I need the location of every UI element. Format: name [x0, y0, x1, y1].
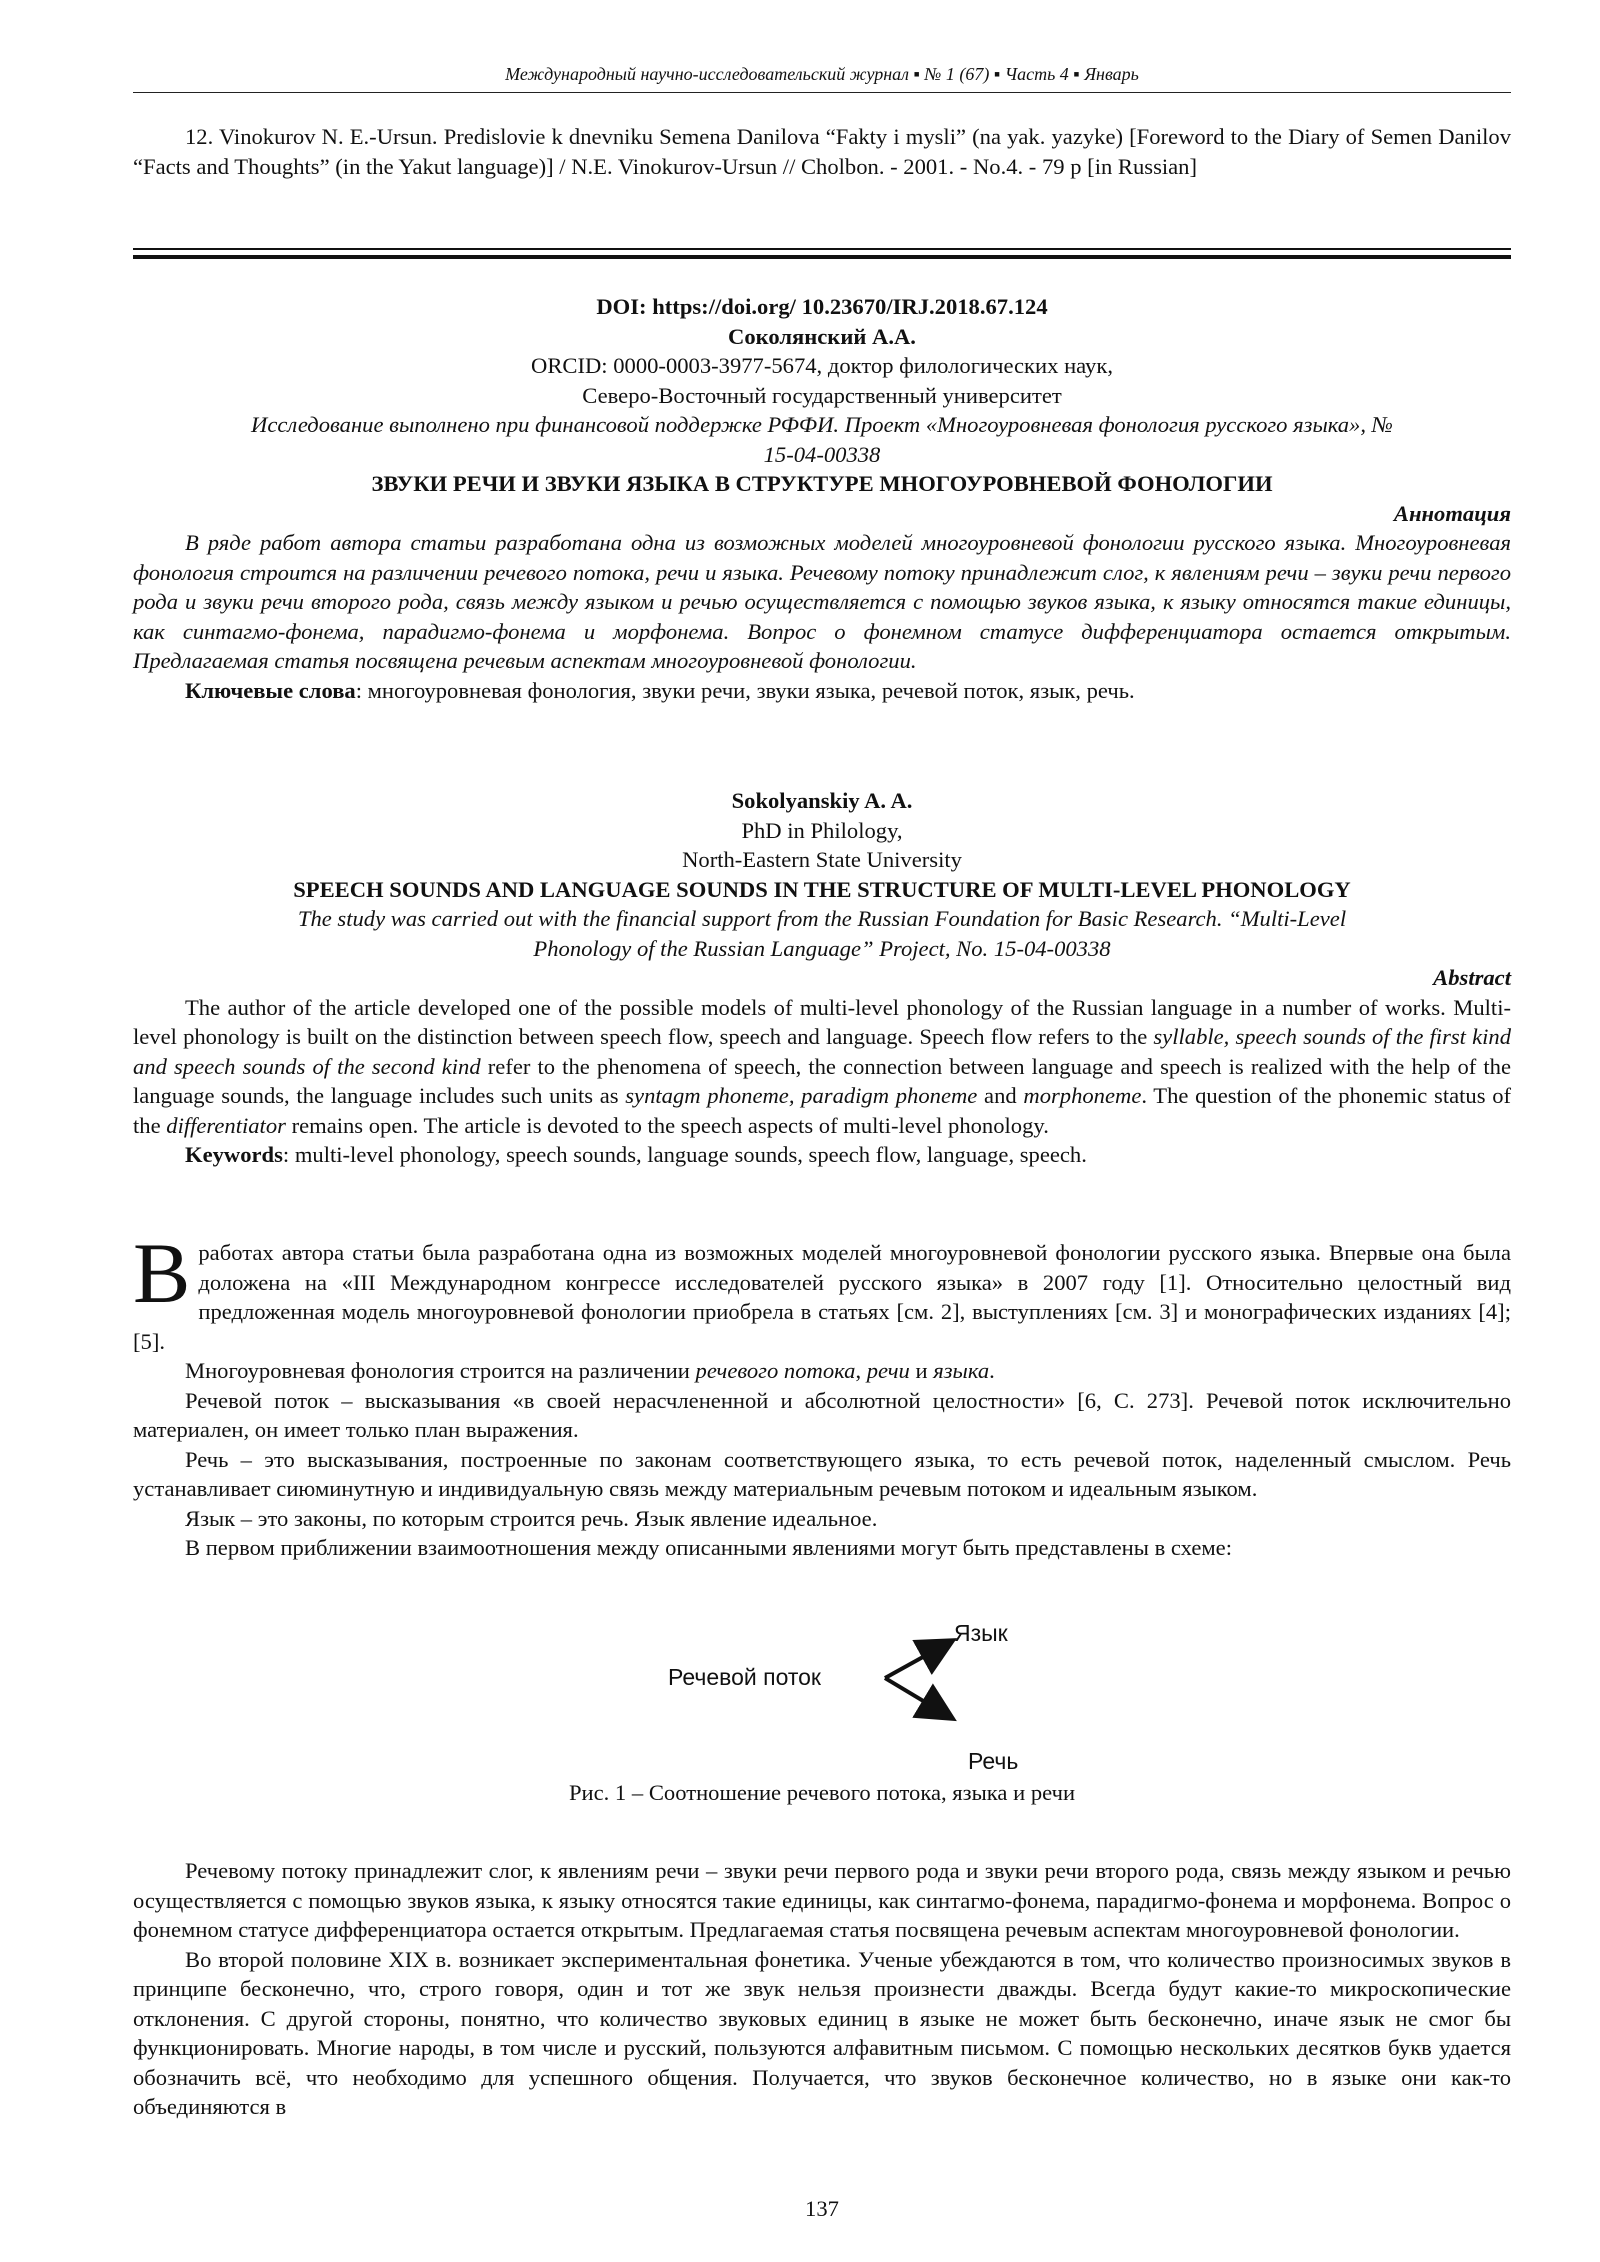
drop-cap: В — [133, 1225, 191, 1321]
funding-ru-line2: 15-04-00338 — [763, 441, 881, 467]
header-divider — [133, 92, 1511, 93]
abstract-en-part: and — [977, 1083, 1024, 1108]
arrow-to-language — [885, 1642, 950, 1678]
body-paragraph-8: Во второй половине XIX в. возникает экспериментальная фонетика. Ученые убеждаются в том, что количество произносимых звуков в принципе бесконечно, что, строго говоря, один и тот же звук нельзя произнести дважды. Всегда будут какие-то микроскопические отклонения. С другой стороны, понятно, что количество звуковых единиц в языке не может быть бесконечно, иначе язык не смог бы функционировать. Многие народы, в том числе и русский, пользуются алфавитным письмом. С помощью нескольких десятков букв удается обозначить всё, что необходимо для успешного общения. Получается, что звуков бесконечное количество, но в языке они как-то объединяются в — [133, 1946, 1511, 2119]
author-en: Sokolyanskiy A. A. — [731, 788, 913, 813]
keywords-en — [133, 1140, 1511, 1170]
orcid: ORCID: 0000-0003-3977-5674, доктор филологических наук, — [531, 353, 1113, 378]
body-paragraph-3: Речевой поток – высказывания «в своей нерасчлененной и абсолютной целостности» [6, С. 273]. Речевой поток исключительно материален, он имеет только план выражения. — [133, 1387, 1511, 1442]
doi: DOI: https://doi.org/ 10.23670/IRJ.2018.67.124 — [596, 294, 1048, 319]
abstract-en-part: . The question of the phonemic status of the — [133, 1083, 1512, 1138]
section-divider — [133, 248, 1511, 259]
abstract-en-term: syntagm phoneme, paradigm phoneme — [625, 1083, 978, 1108]
affiliation-en: North-Eastern State University — [682, 847, 962, 872]
abstract-en-part: refer to the phenomena of speech, the connection between language and speech is realized with the help of the language sounds, the language includes such units as — [133, 1053, 1511, 1108]
abstract-heading-en: Abstract — [1433, 965, 1511, 990]
keywords-label-ru: Ключевые слова — [185, 677, 356, 703]
reference-item-12: 12. Vinokurov N. E.-Ursun. Predislovie k dnevniku Semena Danilova “Fakty i mysli” (na yak. yazyke) [Foreword to the Diary of Semen Danilov “Facts and Thoughts” (in the Yakut language)] / N.E. Vinokurov-Ursun // Cholbon. - 2001. - No.4. - 79 p [in Russian] — [133, 124, 1511, 179]
body-paragraph-1-text: работах автора статьи была разработана одна из возможных моделей многоуровневой фонологии русского языка. Впервые она была доложена на «III Международном конгрессе исследователей русского языка» в 2007 году [1]. Относительно целостный вид предложенная модель многоуровневой фонологии приобрела в статьях [см. 2], выступлениях [см. 3] и монографических изданиях [4]; [5]. — [133, 1240, 1511, 1354]
scheme-label-speech: Речь — [968, 1748, 1019, 1774]
reference-list — [133, 122, 1511, 181]
article-body-continued — [133, 1856, 1511, 2122]
body-text: . — [989, 1358, 995, 1383]
body-term: речевого потока — [695, 1358, 856, 1383]
figure-caption: Рис. 1 – Соотношение речевого потока, языка и речи — [568, 1780, 1076, 1805]
affiliation-ru: Северо-Восточный государственный университет — [582, 382, 1062, 408]
arrow-to-speech — [885, 1678, 950, 1717]
abstract-en-term: morphoneme — [1023, 1083, 1142, 1108]
author-ru: Соколянский А.А. — [728, 323, 916, 349]
scheme-arrows — [0, 1620, 1600, 1800]
scheme-label-speech-flow: Речевой поток — [668, 1664, 821, 1690]
figure-1 — [0, 1620, 1600, 1800]
running-header: Международный научно-исследовательский журнал ▪ № 1 (67) ▪ Часть 4 ▪ Январь — [505, 64, 1139, 84]
body-text: и — [909, 1358, 934, 1383]
funding-en-line2: Phonology of the Russian Language” Project, No. 15-04-00338 — [533, 935, 1111, 961]
abstract-en-term: differentiator — [166, 1112, 286, 1138]
body-paragraph-5: Язык – это законы, по которым строится речь. Язык явление идеальное. — [185, 1505, 878, 1531]
abstract-en-term: syllable, speech sounds of the first kind and speech sounds of the second kind — [133, 1024, 1511, 1079]
body-paragraph-2 — [133, 1356, 1511, 1386]
abstract-en-part: remains open. The article is devoted to the speech aspects of multi-level phonology. — [285, 1112, 1049, 1138]
keywords-text-ru: : многоуровневая фонология, звуки речи, звуки языка, речевой поток, язык, речь. — [355, 677, 1135, 703]
abstract-heading-ru: Аннотация — [1393, 500, 1511, 526]
keywords-text-en: : multi-level phonology, speech sounds, language sounds, speech flow, language, speech. — [282, 1142, 1087, 1167]
body-paragraph-1 — [133, 1225, 1511, 1356]
body-text: , — [855, 1358, 867, 1383]
body-text: Многоуровневая фонология строится на различении — [185, 1358, 696, 1383]
keywords-ru — [133, 676, 1511, 706]
body-paragraph-6: В первом приближении взаимоотношения между описанными явлениями могут быть представлены в схеме: — [185, 1535, 1232, 1560]
funding-en-line1: The study was carried out with the financial support from the Russian Foundation for Basic Research. “Multi-Level — [297, 906, 1347, 931]
scheme-label-language: Язык — [954, 1620, 1008, 1646]
keywords-label-en: Keywords — [185, 1142, 283, 1167]
abstract-en — [133, 993, 1511, 1141]
body-term: языка — [933, 1358, 990, 1383]
abstract-en-part: The author of the article developed one of the possible models of multi-level phonology of the Russian language in a number of works. Multi-level phonology is built on the distinction between speech flow, speech and language. Speech flow refers to the — [133, 994, 1511, 1049]
article-body — [133, 1225, 1511, 1563]
abstract-ru: В ряде работ автора статьи разработана одна из возможных моделей многоуровневой фонологии русского языка. Многоуровневая фонология строится на различении речевого потока, речи и языка. Речевому потоку принадлежит слог, к явлениям речи – звуки речи первого рода и звуки речи второго рода, связь между языком и речью осуществляется с помощью звуков языка, к языку относятся такие единицы, как синтагмо-фонема, парадигмо-фонема и морфонема. Вопрос о фонемном статусе дифференциатора остается открытым. Предлагаемая статья посвящена речевым аспектам многоуровневой фонологии. — [133, 530, 1511, 673]
page-number: 137 — [805, 2196, 839, 2221]
en-article-header — [133, 786, 1511, 1170]
body-paragraph-4: Речь – это высказывания, построенные по законам соответствующего языка, то есть речевой поток, наделенный смыслом. Речь устанавливает сиюминутную и индивидуальную связь между материальным речевым потоком и идеальным языком. — [133, 1446, 1511, 1501]
ru-article-header — [133, 292, 1511, 705]
degree-en: PhD in Philology, — [741, 817, 903, 843]
title-en: SPEECH SOUNDS AND LANGUAGE SOUNDS IN THE STRUCTURE OF MULTI-LEVEL PHONOLOGY — [293, 876, 1351, 902]
body-term: речи — [866, 1358, 910, 1383]
title-ru: ЗВУКИ РЕЧИ И ЗВУКИ ЯЗЫКА В СТРУКТУРЕ МНОГОУРОВНЕВОЙ ФОНОЛОГИИ — [371, 471, 1273, 496]
funding-ru-line1: Исследование выполнено при финансовой поддержке РФФИ. Проект «Многоуровневая фонология русского языка», № — [251, 412, 1393, 437]
body-paragraph-7: Речевому потоку принадлежит слог, к явлениям речи – звуки речи первого рода и звуки речи второго рода, связь между языком и речью осуществляется с помощью звуков языка, к языку относятся такие единицы, как синтагмо-фонема, парадигмо-фонема и морфонема. Вопрос о фонемном статусе дифференциатора остается открытым. Предлагаемая статья посвящена речевым аспектам многоуровневой фонологии. — [133, 1858, 1511, 1942]
